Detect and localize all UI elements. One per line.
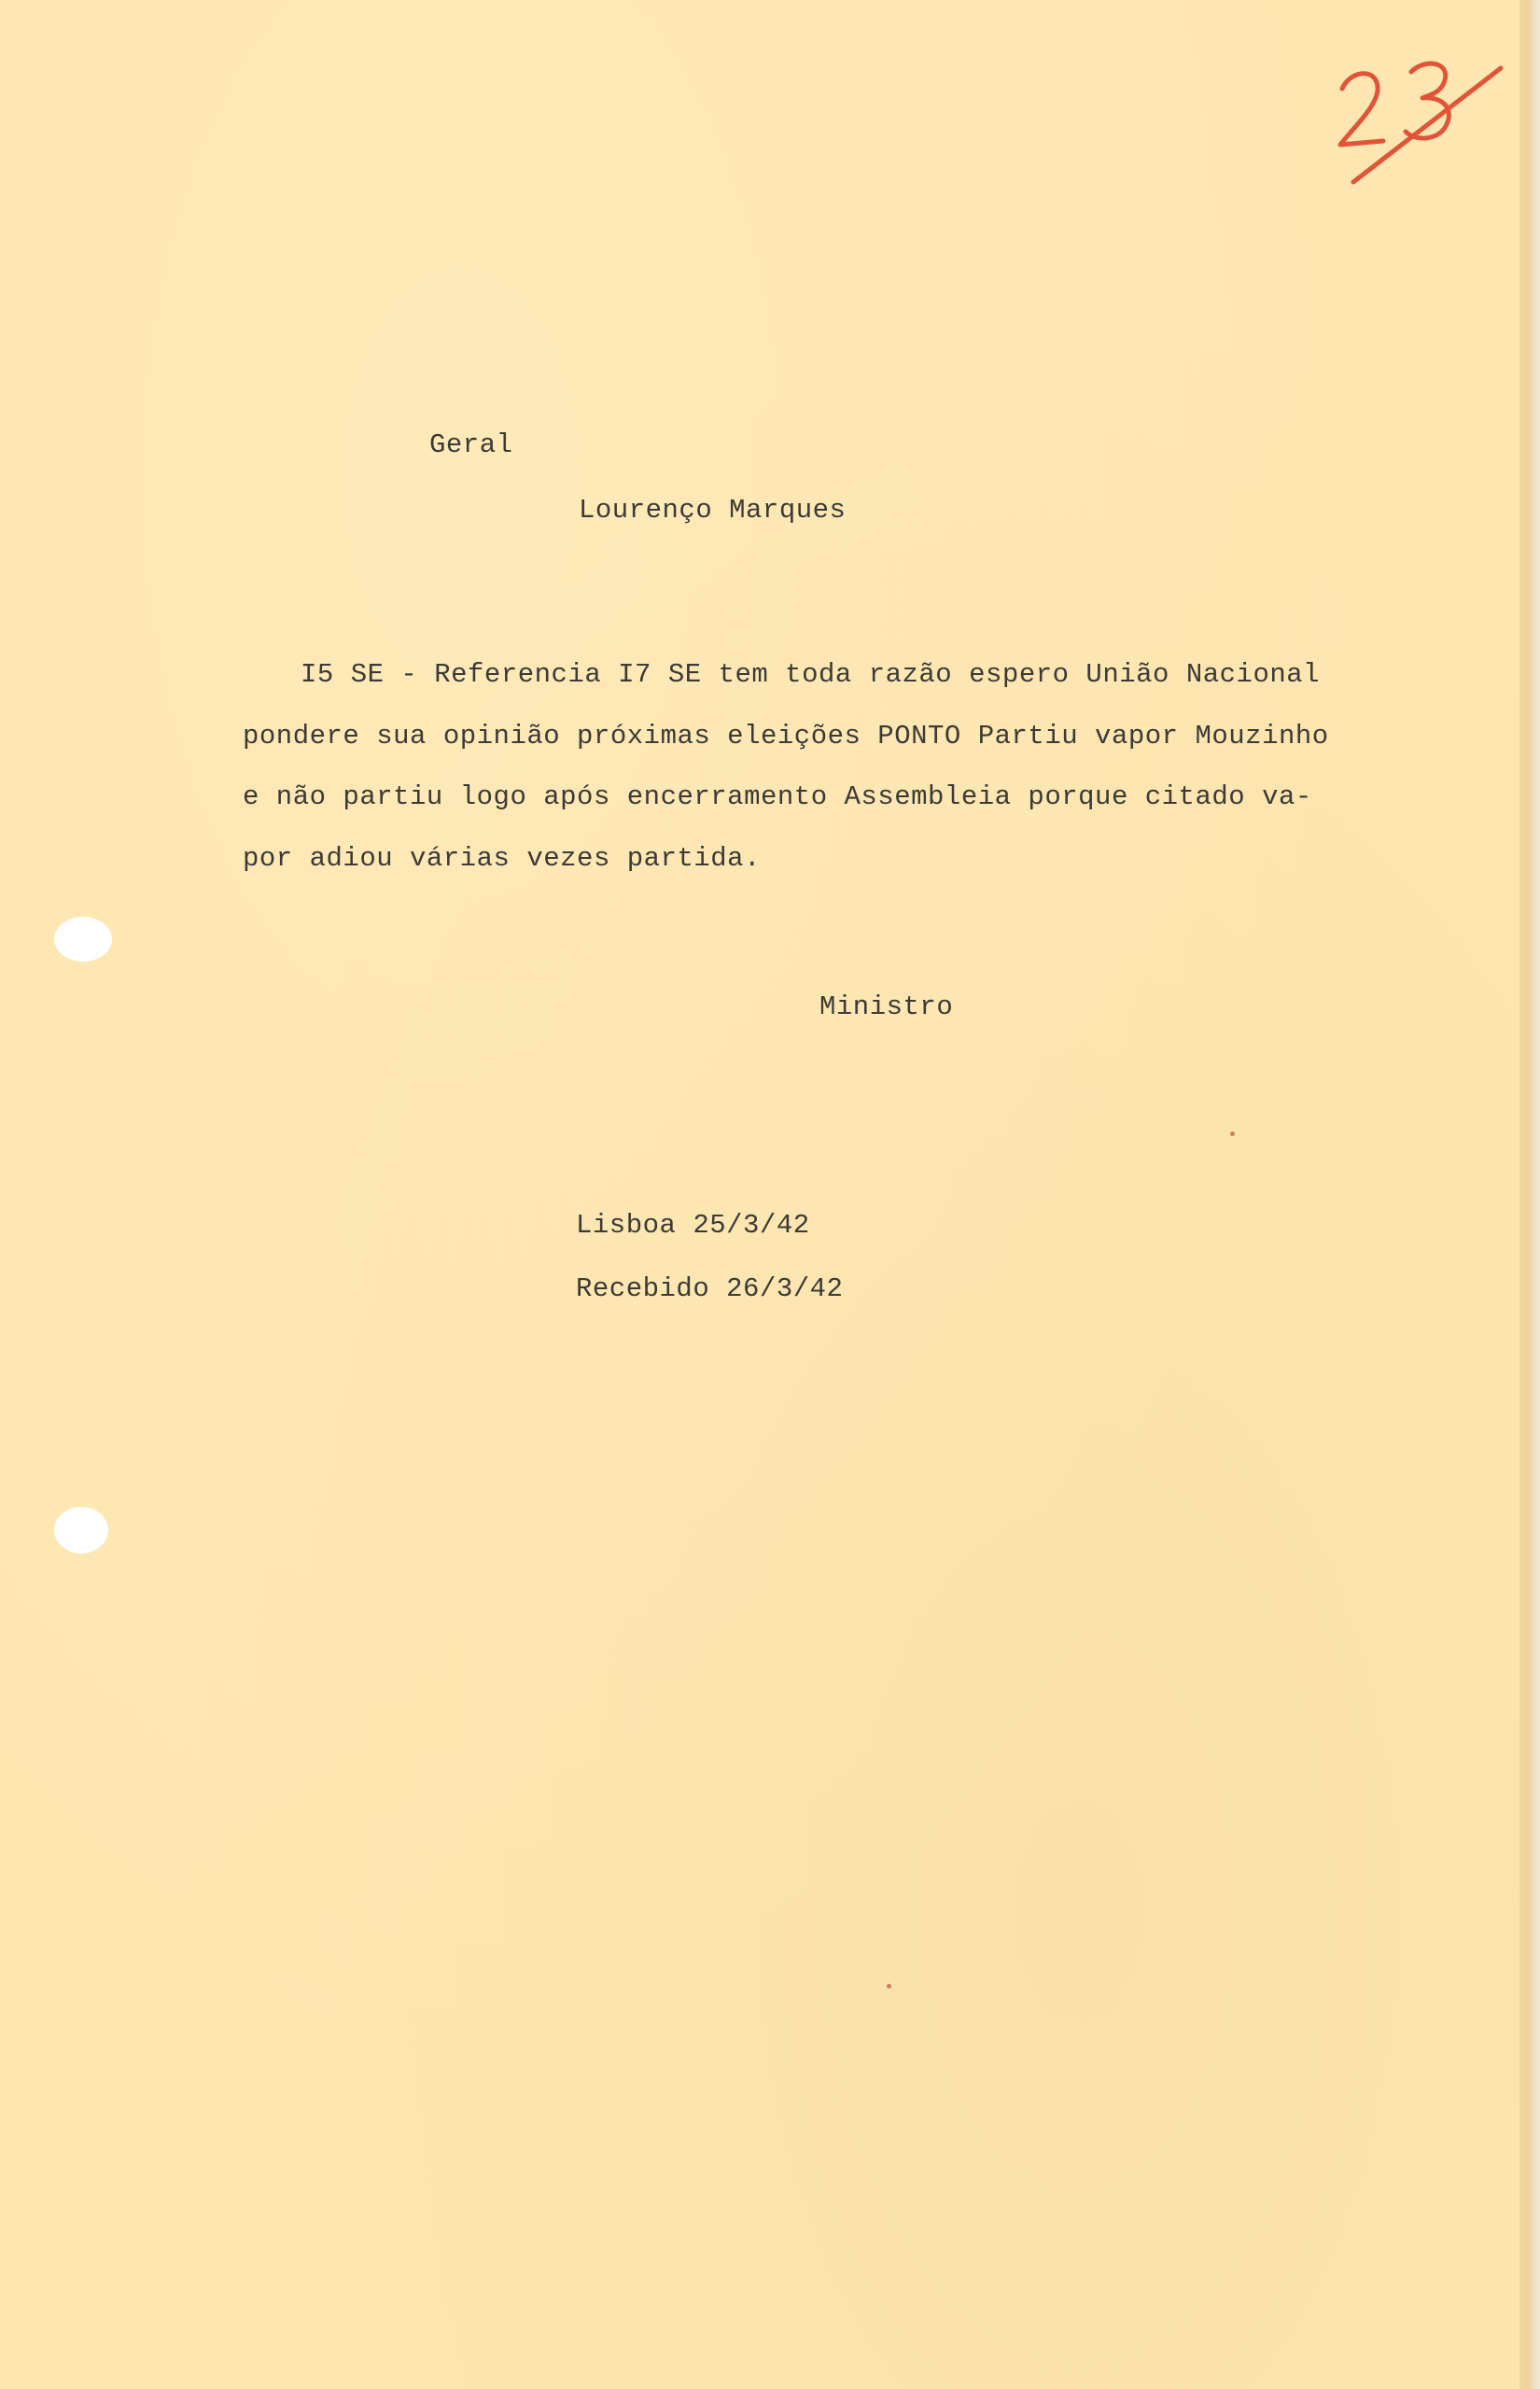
- sent-date: Lisboa 25/3/42: [576, 1210, 810, 1241]
- message-line: pondere sua opinião próximas eleições PONTO Partiu vapor Mouzinho: [243, 720, 1329, 752]
- addressee-heading: Geral: [429, 429, 513, 460]
- paper-speck: [1230, 1131, 1235, 1136]
- signature: Ministro: [819, 991, 954, 1022]
- message-line: I5 SE - Referencia I7 SE tem toda razão espero União Nacional: [301, 659, 1321, 690]
- punch-hole-bottom: [54, 1507, 108, 1553]
- punch-hole-top: [54, 917, 112, 962]
- message-line: e não partiu logo após encerramento Assembleia porque citado va-: [243, 781, 1312, 812]
- addressee-destination: Lourenço Marques: [579, 495, 847, 526]
- received-date: Recebido 26/3/42: [576, 1273, 844, 1304]
- message-line: por adiou várias vezes partida.: [243, 842, 761, 874]
- folio-number-mark: [1325, 51, 1512, 201]
- paper-speck: [887, 1984, 891, 1988]
- message-body: [243, 644, 1475, 889]
- paper-edge: [1519, 0, 1540, 2389]
